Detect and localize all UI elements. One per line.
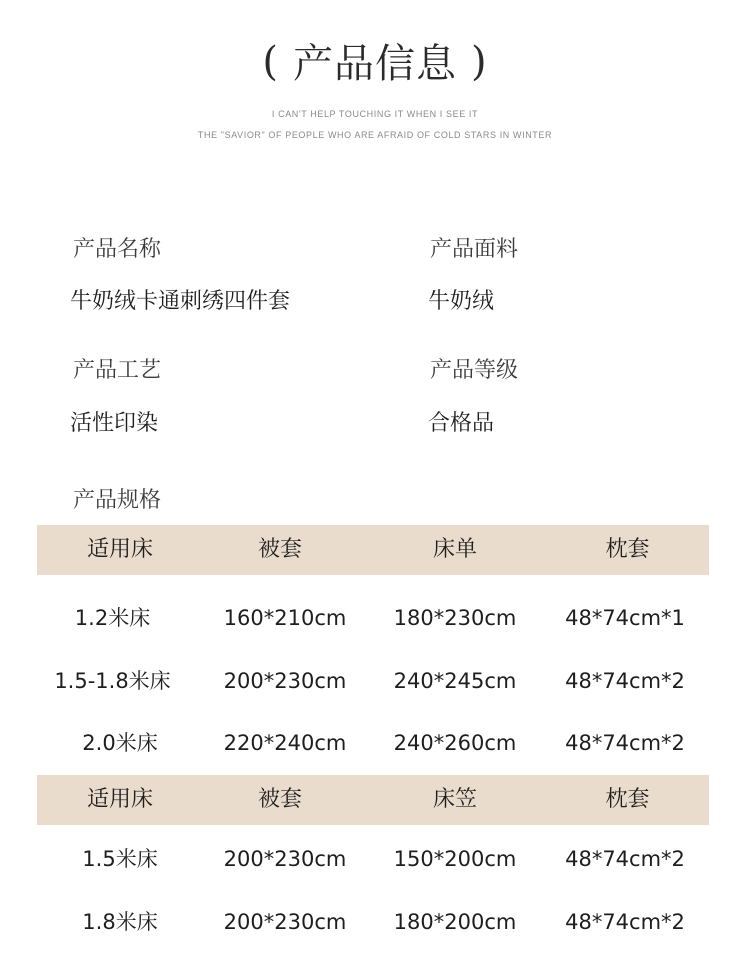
title-text: 产品信息: [293, 41, 457, 87]
product-name-value: 牛奶绒卡通刺绣四件套: [70, 289, 291, 314]
product-grade-value: 合格品: [428, 411, 495, 436]
table-cell: 200*230cm: [223, 910, 347, 934]
table1-header-sheet: 床单: [432, 537, 477, 562]
table-cell: 48*74cm*1: [565, 606, 685, 630]
table-cell: 1.5米床: [82, 847, 158, 871]
table2-header-bed: 适用床: [86, 787, 153, 812]
table-cell: 1.5-1.8米床: [54, 669, 171, 693]
table-cell: 160*210cm: [223, 606, 347, 630]
table1-header-bed: 适用床: [86, 537, 153, 562]
table-cell: 200*230cm: [223, 847, 347, 871]
table-cell: 220*240cm: [223, 731, 347, 755]
table1-header-pillowcase: 枕套: [605, 537, 650, 562]
table-cell: 180*230cm: [393, 606, 517, 630]
table-cell: 2.0米床: [82, 731, 158, 755]
table-cell: 48*74cm*2: [565, 847, 685, 871]
table-cell: 48*74cm*2: [565, 669, 685, 693]
product-fabric-label: 产品面料: [430, 237, 519, 262]
table2-header-fitted-sheet: 床笠: [432, 787, 477, 812]
title-paren-close: ): [471, 39, 488, 85]
table-cell: 1.2米床: [74, 606, 151, 630]
table-cell: 240*245cm: [393, 669, 517, 693]
table-cell: 48*74cm*2: [565, 910, 685, 934]
table1-header-duvet: 被套: [257, 537, 302, 562]
table-cell: 1.8米床: [82, 910, 158, 934]
page-title: [0, 38, 750, 90]
product-craft-label: 产品工艺: [73, 358, 162, 383]
subtitle-line-1: I CAN'T HELP TOUCHING IT WHEN I SEE IT: [271, 109, 479, 119]
table-cell: 48*74cm*2: [565, 731, 685, 755]
table-cell: 150*200cm: [393, 847, 517, 871]
product-name-label: 产品名称: [73, 237, 162, 262]
table-cell: 200*230cm: [223, 669, 347, 693]
table-cell: 180*200cm: [393, 910, 517, 934]
table2-header-duvet: 被套: [257, 787, 302, 812]
title-paren-open: (: [262, 39, 279, 85]
subtitle-line-2: THE "SAVIOR" OF PEOPLE WHO ARE AFRAID OF COLD STARS IN WINTER: [197, 130, 553, 140]
product-fabric-value: 牛奶绒: [428, 289, 495, 314]
table-cell: 240*260cm: [393, 731, 517, 755]
product-craft-value: 活性印染: [70, 411, 159, 436]
product-spec-label: 产品规格: [73, 488, 162, 513]
product-grade-label: 产品等级: [430, 358, 519, 383]
table2-header-pillowcase: 枕套: [605, 787, 650, 812]
